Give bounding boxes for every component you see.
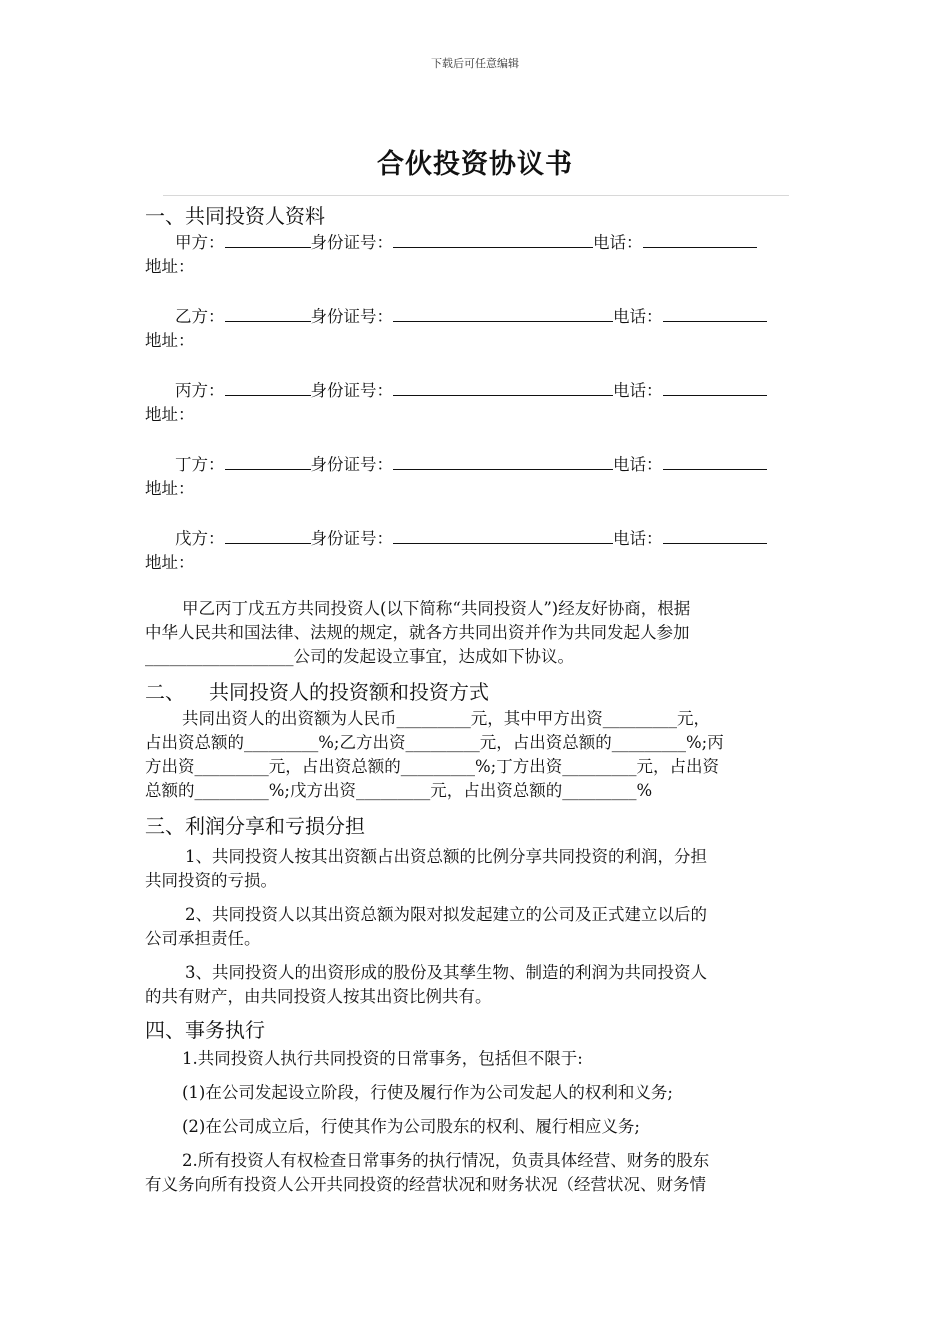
- party-line: [145, 305, 807, 329]
- party-label: 丙方：: [175, 381, 225, 400]
- affairs-item-1: 1.共同投资人执行共同投资的日常事务，包括但不限于:: [182, 1049, 583, 1068]
- id-blank: [393, 453, 613, 470]
- name-blank: [225, 527, 311, 544]
- affairs-item-2-line-1: 2.所有投资人有权检查日常事务的执行情况，负责具体经营、财务的股东: [182, 1151, 710, 1170]
- address-label: 地址：: [145, 553, 195, 572]
- affairs-item-1-sub-1: (1)在公司发起设立阶段，行使及履行作为公司发起人的权利和义务;: [182, 1083, 673, 1102]
- affairs-item-1-sub-2: (2)在公司成立后，行使其作为公司股东的权利、履行相应义务;: [182, 1117, 640, 1136]
- profit-para-2-line-1: 2、共同投资人以其出资总额为限对拟发起建立的公司及正式建立以后的: [185, 905, 707, 924]
- section-heading-4: 四、事务执行: [145, 1018, 265, 1042]
- id-blank: [393, 527, 613, 544]
- party-line: [145, 231, 807, 255]
- invest-line-3: 方出资_________元，占出资总额的_________%;丁方出资_________元，占出资: [145, 757, 719, 776]
- title-divider: [163, 195, 789, 196]
- profit-para-3-line-2: 的共有财产，由共同投资人按其出资比例共有。: [145, 987, 492, 1006]
- header-note: 下载后可任意编辑: [431, 57, 519, 70]
- id-label: 身份证号：: [310, 381, 393, 400]
- name-blank: [225, 379, 311, 396]
- address-label: 地址：: [145, 331, 195, 350]
- id-label: 身份证号：: [310, 233, 393, 252]
- profit-para-2-line-2: 公司承担责任。: [145, 929, 261, 948]
- address-label: 地址：: [145, 479, 195, 498]
- section-heading-3: 三、利润分享和亏损分担: [145, 814, 365, 838]
- profit-para-1-line-2: 共同投资的亏损。: [145, 871, 277, 890]
- id-blank: [393, 231, 593, 248]
- party-line: [145, 379, 807, 403]
- name-blank: [225, 231, 311, 248]
- phone-blank: [643, 231, 757, 248]
- profit-para-3-line-1: 3、共同投资人的出资形成的股份及其孳生物、制造的利润为共同投资人: [185, 963, 707, 982]
- id-blank: [393, 379, 613, 396]
- invest-line-4: 总额的_________%;戊方出资_________元，占出资总额的_________%: [145, 781, 653, 800]
- phone-label: 电话：: [593, 233, 643, 252]
- phone-label: 电话：: [613, 381, 663, 400]
- document-title: 合伙投资协议书: [377, 149, 573, 180]
- intro-line-3: [145, 645, 807, 669]
- intro-line-3-text: 公司的发起设立事宜，达成如下协议。: [293, 647, 574, 666]
- affairs-item-2-line-2: 有义务向所有投资人公开共同投资的经营状况和财务状况（经营状况、财务情: [145, 1175, 706, 1194]
- phone-label: 电话：: [613, 529, 663, 548]
- party-label: 乙方：: [175, 307, 225, 326]
- document-body: [145, 201, 807, 1197]
- phone-blank: [663, 527, 767, 544]
- party-label: 甲方：: [175, 233, 225, 252]
- intro-line-2: 中华人民共和国法律、法规的规定，就各方共同出资并作为共同发起人参加: [145, 623, 690, 642]
- company-name-blank: __________________: [145, 647, 294, 666]
- section-heading-1: 一、共同投资人资料: [145, 204, 325, 228]
- id-label: 身份证号：: [310, 455, 393, 474]
- party-line: [145, 453, 807, 477]
- party-line: [145, 527, 807, 551]
- party-label: 丁方：: [175, 455, 225, 474]
- phone-blank: [663, 379, 767, 396]
- phone-label: 电话：: [613, 307, 663, 326]
- id-label: 身份证号：: [310, 307, 393, 326]
- intro-line-1: 甲乙丙丁戊五方共同投资人(以下简称“共同投资人”)经友好协商，根据: [182, 599, 691, 618]
- address-label: 地址：: [145, 257, 195, 276]
- section-heading-2: 二、 共同投资人的投资额和投资方式: [145, 680, 489, 704]
- name-blank: [225, 305, 311, 322]
- profit-para-1-line-1: 1、共同投资人按其出资额占出资总额的比例分享共同投资的利润，分担: [185, 847, 707, 866]
- name-blank: [225, 453, 311, 470]
- party-label: 戊方：: [175, 529, 225, 548]
- id-label: 身份证号：: [310, 529, 393, 548]
- invest-line-1: 共同出资人的出资额为人民币_________元，其中甲方出资_________元，: [182, 709, 710, 728]
- invest-line-2: 占出资总额的_________%;乙方出资_________元，占出资总额的_________%;丙: [145, 733, 724, 752]
- phone-blank: [663, 453, 767, 470]
- address-label: 地址：: [145, 405, 195, 424]
- phone-blank: [663, 305, 767, 322]
- phone-label: 电话：: [613, 455, 663, 474]
- id-blank: [393, 305, 613, 322]
